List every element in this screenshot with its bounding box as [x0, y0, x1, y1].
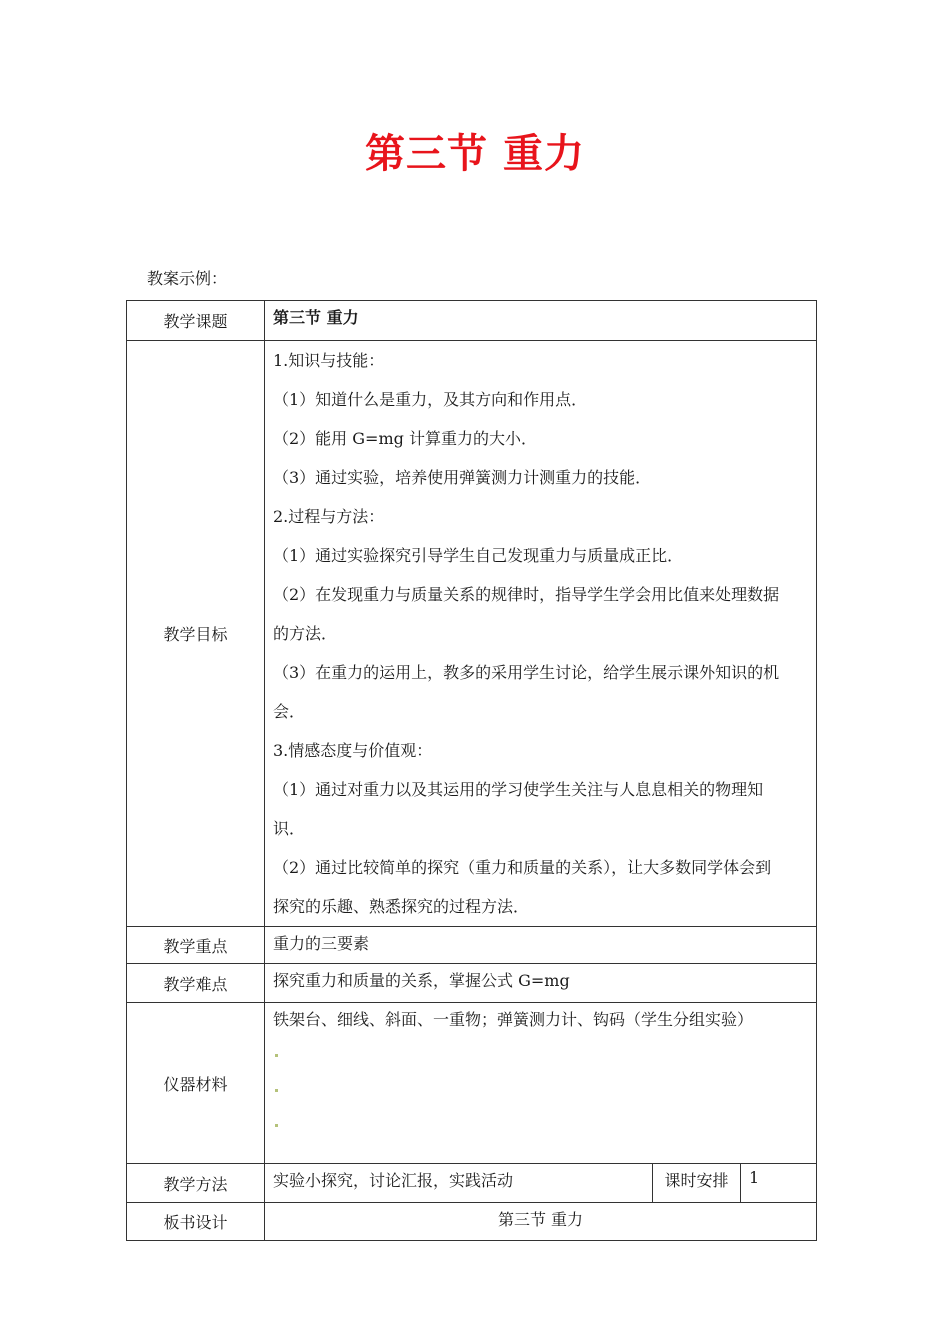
row-difficult — [127, 964, 817, 1003]
marker-dot — [275, 1089, 278, 1092]
goal-line: 的方法． — [273, 624, 338, 643]
row-key — [127, 927, 817, 964]
goal-line: 1.知识与技能： — [273, 351, 385, 370]
marker-dot — [275, 1124, 278, 1127]
goal-line: （2）在发现重力与质量关系的规律时，指导学生学会用比值来处理数据 — [273, 585, 780, 604]
goal-line: （1）知道什么是重力，及其方向和作用点． — [273, 390, 588, 409]
intro-text: 教案示例： — [147, 269, 228, 288]
page-title: 第三节 重力 — [365, 131, 585, 177]
goal-line: 会． — [273, 702, 306, 721]
goal-line: 探究的乐趣、熟悉探究的过程方法． — [273, 897, 530, 916]
goal-line: （2）能用 G=mg 计算重力的大小． — [273, 429, 537, 448]
goal-line: （3）通过实验，培养使用弹簧测力计测重力的技能． — [273, 468, 652, 487]
goals-cell — [265, 341, 817, 927]
topic-label: 教学课题 — [127, 301, 265, 341]
row-materials — [127, 1003, 817, 1164]
goal-line: （1）通过对重力以及其运用的学习使学生关注与人息息相关的物理知 — [273, 780, 764, 799]
row-goals — [127, 341, 817, 927]
goal-line: 3.情感态度与价值观： — [273, 741, 433, 760]
hours-label: 课时安排 — [653, 1164, 741, 1203]
board-label: 板书设计 — [127, 1203, 265, 1241]
materials-cell — [265, 1003, 817, 1164]
method-value: 实验小探究，讨论汇报，实践活动 — [265, 1164, 653, 1203]
key-value: 重力的三要素 — [265, 927, 817, 964]
row-method — [127, 1164, 817, 1203]
goal-line: 2.过程与方法： — [273, 507, 385, 526]
materials-value: 铁架台、细线、斜面、一重物；弹簧测力计、钩码（学生分组实验） — [273, 1010, 754, 1029]
goal-line: （3）在重力的运用上，教多的采用学生讨论，给学生展示课外知识的机 — [273, 663, 780, 682]
hours-value: 1 — [741, 1164, 817, 1203]
method-label: 教学方法 — [127, 1164, 265, 1203]
goal-line: （1）通过实验探究引导学生自己发现重力与质量成正比． — [273, 546, 684, 565]
goal-line: 识． — [273, 819, 306, 838]
difficult-value: 探究重力和质量的关系，掌握公式 G=mg — [265, 964, 817, 1003]
materials-label: 仪器材料 — [127, 1003, 265, 1164]
goal-line: （2）通过比较简单的探究（重力和质量的关系），让大多数同学体会到 — [273, 858, 772, 877]
board-value: 第三节 重力 — [265, 1203, 817, 1241]
marker-dot — [275, 1054, 278, 1057]
row-board — [127, 1203, 817, 1241]
topic-value: 第三节 重力 — [265, 301, 817, 341]
lesson-plan-table — [126, 300, 817, 1241]
difficult-label: 教学难点 — [127, 964, 265, 1003]
row-topic — [127, 301, 817, 341]
goals-label: 教学目标 — [127, 341, 265, 927]
key-label: 教学重点 — [127, 927, 265, 964]
